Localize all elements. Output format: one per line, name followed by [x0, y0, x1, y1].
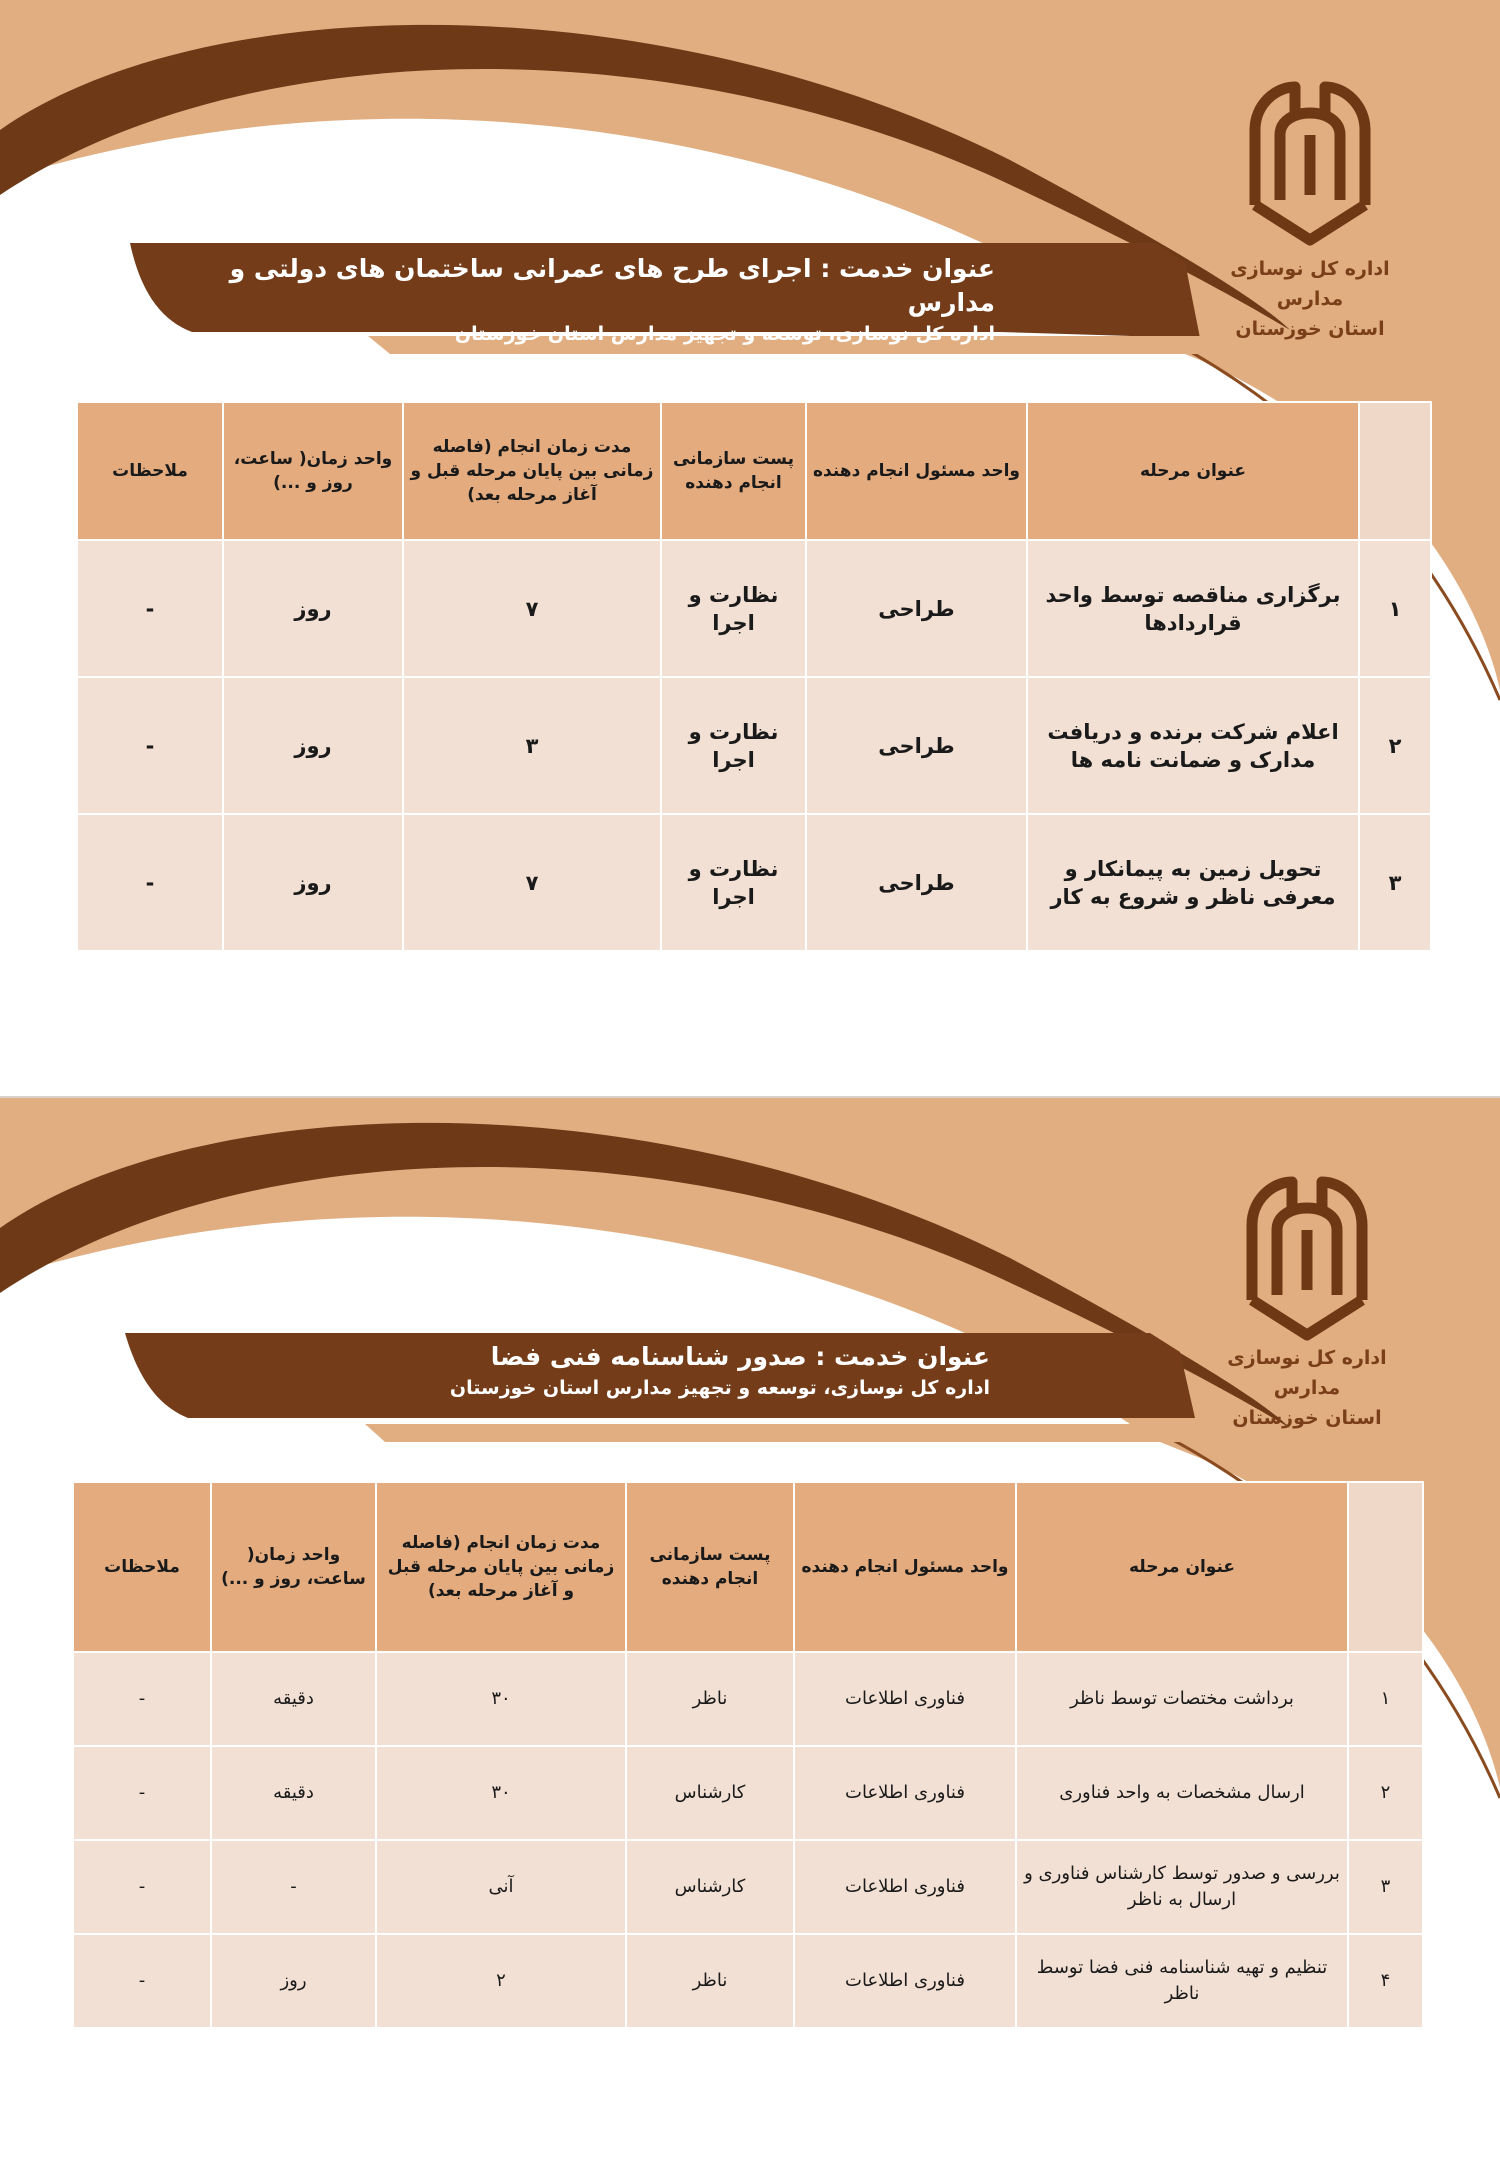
- table-header-row: [73, 1482, 1423, 1652]
- service-title: عنوان خدمت : اجرای طرح های عمرانی ساختمان های دولتی و مدارس: [229, 254, 995, 317]
- row-number: ۴: [1348, 1934, 1423, 2028]
- service-banner: [220, 252, 995, 348]
- row-number: ۱: [1348, 1652, 1423, 1746]
- row-time-unit: روز: [223, 814, 403, 951]
- row-duration: ۷: [403, 814, 661, 951]
- row-stage: برداشت مختصات توسط ناظر: [1016, 1652, 1348, 1746]
- row-duration: ۳۰: [376, 1652, 626, 1746]
- header-number: [1359, 402, 1431, 540]
- header-duration: مدت زمان انجام (فاصله زمانی بین پایان مرحله قبل و آغاز مرحله بعد): [403, 402, 661, 540]
- row-time-unit: روز: [223, 540, 403, 677]
- table-row: [77, 814, 1431, 951]
- row-post: نظارت و اجرا: [661, 540, 806, 677]
- table-row: [73, 1840, 1423, 1934]
- organization-name: [1197, 1343, 1417, 1433]
- row-number: ۲: [1348, 1746, 1423, 1840]
- row-unit: طراحی: [806, 540, 1027, 677]
- service-subtitle: اداره کل نوسازی، توسعه و تجهیز مدارس استان خوزستان: [454, 323, 995, 345]
- service-title: عنوان خدمت : صدور شناسنامه فنی فضا: [490, 1342, 990, 1371]
- row-post: ناظر: [626, 1652, 794, 1746]
- row-unit: طراحی: [806, 814, 1027, 951]
- header-unit: واحد مسئول انجام دهنده: [806, 402, 1027, 540]
- header-post: پست سازمانی انجام دهنده: [626, 1482, 794, 1652]
- row-stage: بررسی و صدور توسط کارشناس فناوری و ارسال به ناظر: [1016, 1840, 1348, 1934]
- table-row: [77, 540, 1431, 677]
- row-post: کارشناس: [626, 1840, 794, 1934]
- row-notes: -: [77, 540, 223, 677]
- header-stage: عنوان مرحله: [1027, 402, 1359, 540]
- row-number: ۱: [1359, 540, 1431, 677]
- header-notes: ملاحظات: [77, 402, 223, 540]
- row-stage: ارسال مشخصات به واحد فناوری: [1016, 1746, 1348, 1840]
- row-notes: -: [73, 1840, 211, 1934]
- row-duration: آنی: [376, 1840, 626, 1934]
- row-notes: -: [77, 677, 223, 814]
- header-post: پست سازمانی انجام دهنده: [661, 402, 806, 540]
- row-time-unit: دقیقه: [211, 1746, 376, 1840]
- row-duration: ۳: [403, 677, 661, 814]
- row-time-unit: دقیقه: [211, 1652, 376, 1746]
- service-banner: [220, 1340, 990, 1402]
- table-row: [73, 1934, 1423, 2028]
- organization-name: [1200, 254, 1420, 344]
- row-time-unit: روز: [223, 677, 403, 814]
- row-unit: فناوری اطلاعات: [794, 1746, 1016, 1840]
- row-post: کارشناس: [626, 1746, 794, 1840]
- org-name-line2: استان خوزستان: [1232, 1407, 1382, 1429]
- row-time-unit: روز: [211, 1934, 376, 2028]
- row-notes: -: [73, 1746, 211, 1840]
- header-number: [1348, 1482, 1423, 1652]
- row-notes: -: [77, 814, 223, 951]
- row-unit: فناوری اطلاعات: [794, 1652, 1016, 1746]
- row-time-unit: -: [211, 1840, 376, 1934]
- row-post: نظارت و اجرا: [661, 677, 806, 814]
- table-header-row: [77, 402, 1431, 540]
- table-row: [73, 1746, 1423, 1840]
- row-unit: فناوری اطلاعات: [794, 1840, 1016, 1934]
- service-steps-table: [76, 401, 1432, 952]
- header-time-unit: واحد زمان( ساعت، روز و ...): [223, 402, 403, 540]
- service-subtitle: اداره کل نوسازی، توسعه و تجهیز مدارس استان خوزستان: [449, 1377, 990, 1399]
- organization-logo-icon: [1242, 1170, 1372, 1345]
- row-number: ۳: [1359, 814, 1431, 951]
- row-post: ناظر: [626, 1934, 794, 2028]
- org-name-line1: اداره کل نوسازی مدارس: [1230, 258, 1390, 310]
- row-number: ۲: [1359, 677, 1431, 814]
- row-stage: تنظیم و تهیه شناسنامه فنی فضا توسط ناظر: [1016, 1934, 1348, 2028]
- table-row: [77, 677, 1431, 814]
- org-name-line1: اداره کل نوسازی مدارس: [1227, 1347, 1387, 1399]
- row-stage: اعلام شرکت برنده و دریافت مدارک و ضمانت نامه ها: [1027, 677, 1359, 814]
- document-page-2: [0, 1098, 1500, 2166]
- row-number: ۳: [1348, 1840, 1423, 1934]
- row-duration: ۷: [403, 540, 661, 677]
- service-steps-table: [72, 1481, 1424, 2029]
- org-name-line2: استان خوزستان: [1235, 318, 1385, 340]
- row-stage: برگزاری مناقصه توسط واحد قراردادها: [1027, 540, 1359, 677]
- row-notes: -: [73, 1934, 211, 2028]
- header-unit: واحد مسئول انجام دهنده: [794, 1482, 1016, 1652]
- header-stage: عنوان مرحله: [1016, 1482, 1348, 1652]
- header-time-unit: واحد زمان( ساعت، روز و ...): [211, 1482, 376, 1652]
- header-notes: ملاحظات: [73, 1482, 211, 1652]
- header-duration: مدت زمان انجام (فاصله زمانی بین پایان مرحله قبل و آغاز مرحله بعد): [376, 1482, 626, 1652]
- table-row: [73, 1652, 1423, 1746]
- row-unit: طراحی: [806, 677, 1027, 814]
- row-stage: تحویل زمین به پیمانکار و معرفی ناظر و شروع به کار: [1027, 814, 1359, 951]
- row-unit: فناوری اطلاعات: [794, 1934, 1016, 2028]
- row-notes: -: [73, 1652, 211, 1746]
- organization-logo-icon: [1245, 75, 1375, 250]
- row-duration: ۲: [376, 1934, 626, 2028]
- row-duration: ۳۰: [376, 1746, 626, 1840]
- row-post: نظارت و اجرا: [661, 814, 806, 951]
